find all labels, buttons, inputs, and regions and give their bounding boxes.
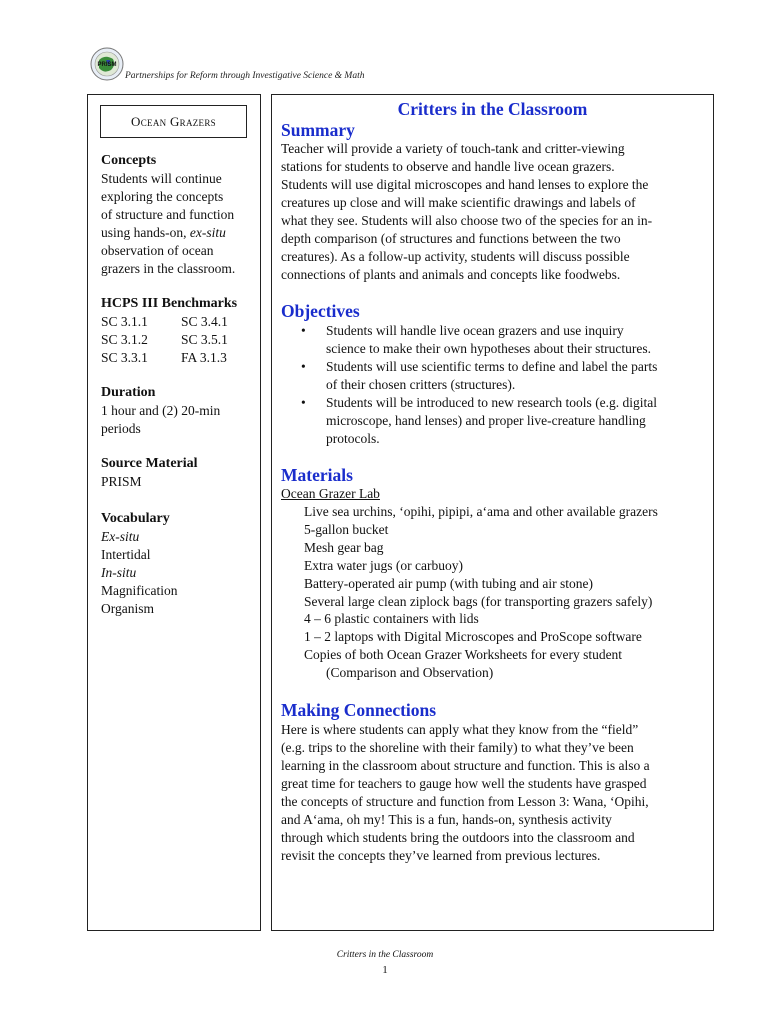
source-value: PRISM: [101, 474, 142, 489]
benchmark-code: SC 3.5.1: [181, 332, 228, 347]
summary-line: Teacher will provide a variety of touch-tank and critter-viewing: [281, 141, 625, 156]
objective-item: [301, 322, 707, 358]
concepts-line: observation of ocean: [101, 243, 214, 258]
summary-line: connections of plants and animals and concepts like foodwebs.: [281, 267, 621, 282]
unit-title-box: Ocean Grazers: [100, 105, 247, 138]
connections-line: and A‘ama, oh my! This is a fun, hands-on, synthesis activity: [281, 812, 612, 827]
header-tagline: Partnerships for Reform through Investigative Science & Math: [125, 71, 365, 81]
concepts-section: [101, 152, 261, 278]
prism-logo-text: PRISM: [97, 62, 117, 68]
material-item: Mesh gear bag: [304, 539, 384, 555]
material-item: Live sea urchins, ‘opihi, pipipi, a‘ama and other available grazers: [304, 504, 658, 519]
duration-section: [101, 384, 261, 438]
benchmark-row: [101, 331, 261, 349]
materials-subheading: Ocean Grazer Lab: [281, 486, 380, 501]
material-item: Extra water jugs (or carbuoy): [304, 557, 463, 573]
concepts-heading: Concepts: [101, 153, 157, 168]
benchmarks-section: [101, 295, 261, 367]
benchmarks-heading: HCPS III Benchmarks: [101, 296, 238, 311]
objective-item: [301, 358, 707, 394]
objective-item: [301, 394, 707, 448]
concepts-text: using hands-on,: [101, 225, 190, 240]
footer-title: Critters in the Classroom: [336, 950, 434, 960]
vocabulary-term: Intertidal: [101, 547, 151, 562]
vocabulary-term: Organism: [101, 601, 154, 616]
page-title: Critters in the Classroom: [397, 99, 588, 119]
connections-line: great time for teachers to gauge how well the students have grasped: [281, 776, 647, 791]
objective-line: protocols.: [326, 431, 380, 446]
connections-heading: Making Connections: [281, 700, 437, 720]
summary-paragraph: [281, 140, 705, 284]
duration-heading: Duration: [101, 385, 156, 400]
material-item: Several large clean ziplock bags (for transporting grazers safely): [304, 593, 653, 609]
vocabulary-section: [101, 510, 261, 618]
summary-line: creatures). As a follow-up activity, students will discuss possible: [281, 249, 630, 264]
vocabulary-heading: Vocabulary: [101, 511, 170, 526]
connections-line: Here is where students can apply what they know from the “field”: [281, 722, 639, 737]
summary-line: stations for students to observe and handle live ocean grazers.: [281, 159, 615, 174]
summary-line: what they see. Students will also choose two of the species for an in-: [281, 213, 653, 228]
source-heading: Source Material: [101, 456, 198, 471]
objective-line: • Students will be introduced to new research tools (e.g. digital: [326, 395, 658, 410]
benchmark-code: SC 3.4.1: [181, 314, 228, 329]
concepts-line: of structure and function: [101, 207, 235, 222]
duration-line: periods: [101, 421, 141, 436]
materials-heading: Materials: [281, 465, 353, 485]
summary-line: Students will use digital microscopes and hand lenses to explore the: [281, 177, 649, 192]
material-item: 4 – 6 plastic containers with lids: [304, 611, 479, 627]
material-item: Copies of both Ocean Grazer Worksheets for every student: [304, 647, 623, 663]
prism-logo-icon: [89, 46, 125, 82]
objectives-list: [301, 322, 707, 448]
vocabulary-term: Ex-situ: [101, 529, 140, 544]
vocabulary-term: Magnification: [101, 583, 178, 598]
page-number: 1: [382, 964, 388, 976]
materials-list: [304, 503, 709, 682]
summary-line: depth comparison (of structures and functions between the two: [281, 231, 621, 246]
benchmark-code: SC 3.1.2: [101, 332, 148, 347]
concepts-line: Students will continue: [101, 171, 222, 186]
objectives-heading: Objectives: [281, 301, 360, 321]
benchmark-row: [101, 349, 261, 367]
connections-line: learning in the classroom about structure and function. This is also a: [281, 758, 650, 773]
objective-line: • Students will handle live ocean grazers and use inquiry: [326, 323, 624, 338]
connections-line: the concepts of structure and function from Lesson 3: Wana, ‘Opihi,: [281, 794, 649, 809]
benchmark-code: SC 3.3.1: [101, 350, 148, 365]
connections-paragraph: [281, 721, 705, 865]
concepts-italic-term: ex-situ: [189, 225, 226, 240]
duration-line: 1 hour and (2) 20-min: [101, 403, 221, 418]
vocabulary-term: In-situ: [101, 565, 137, 580]
benchmark-code: FA 3.1.3: [181, 350, 227, 365]
objective-line: microscope, hand lenses) and proper live-creature handling: [326, 413, 646, 428]
concepts-line: [101, 224, 261, 242]
connections-line: revisit the concepts they’ve learned from previous lectures.: [281, 848, 601, 863]
connections-line: through which students bring the outdoors into the classroom and: [281, 830, 635, 845]
summary-line: creatures up close and will make scientific drawings and labels of: [281, 195, 636, 210]
concepts-line: exploring the concepts: [101, 189, 224, 204]
benchmark-code: SC 3.1.1: [101, 314, 148, 329]
concepts-line: grazers in the classroom.: [101, 261, 236, 276]
summary-heading: Summary: [281, 120, 355, 140]
objective-line: science to make their own hypotheses about their structures.: [326, 341, 652, 356]
source-section: [101, 455, 261, 491]
connections-line: (e.g. trips to the shoreline with their family) to what they’ve been: [281, 740, 634, 755]
material-item: 1 – 2 laptops with Digital Microscopes and ProScope software: [304, 629, 642, 645]
material-item: Battery-operated air pump (with tubing and air stone): [304, 575, 594, 591]
material-item: 5-gallon bucket: [304, 521, 389, 537]
benchmark-row: [101, 313, 261, 331]
objective-line: of their chosen critters (structures).: [326, 377, 516, 392]
objective-line: • Students will use scientific terms to define and label the parts: [326, 359, 658, 374]
material-item-continuation: (Comparison and Observation): [326, 665, 494, 681]
